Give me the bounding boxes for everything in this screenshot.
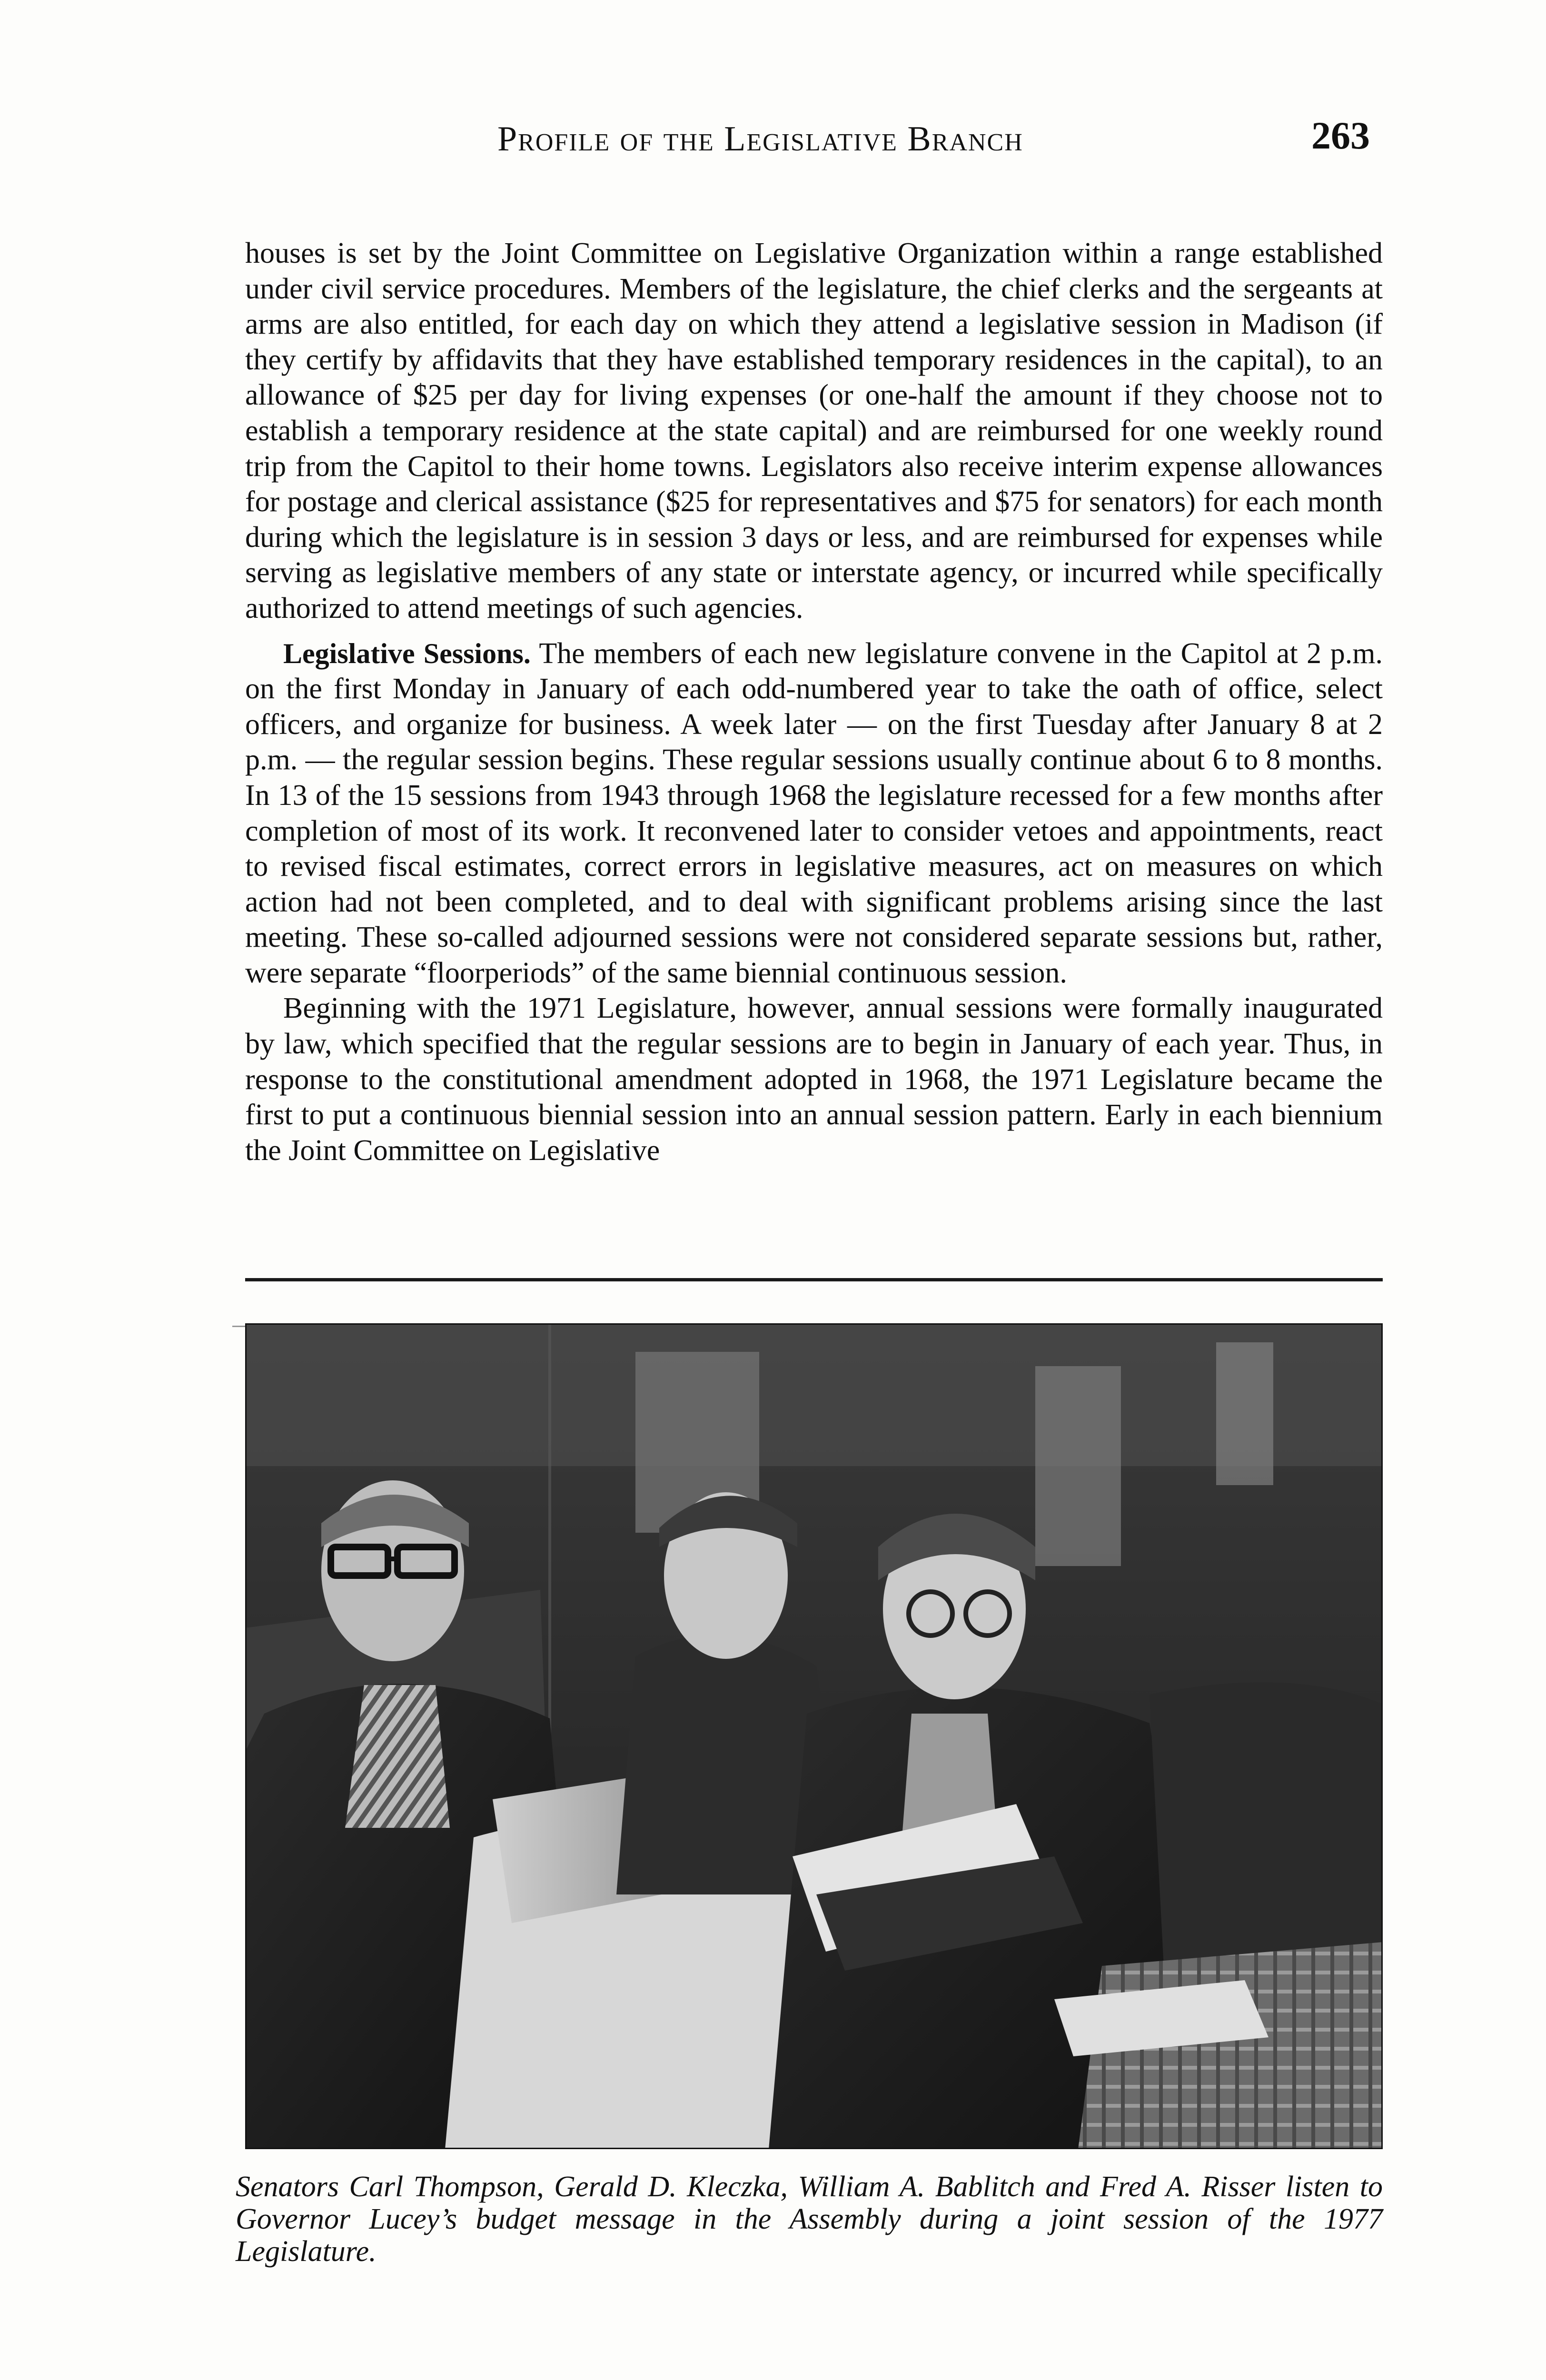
photo-illustration: [245, 1323, 1383, 2149]
page-number: 263: [1311, 114, 1370, 157]
senators-photograph: [245, 1323, 1383, 2149]
section-rule: [245, 1278, 1383, 1281]
photo-caption: Senators Carl Thompson, Gerald D. Kleczka, William A. Bablitch and Fred A. Risser listen to Governor Lucey’s budget message in the Assembly during a joint session of the 1977 Legislature.: [236, 2171, 1383, 2268]
paragraph-3: Beginning with the 1971 Legislature, however, annual sessions were formally inaugurated by law, which specified that the regular sessions are to begin in January of each year. Thus, in response to the constitutional amendment adopted in 1968, the 1971 Legislature became the first to put a continuous biennial session into an annual session pattern. Early in each biennium the Joint Committee on Legislative: [245, 992, 1383, 1167]
section-heading: Legislative Sessions.: [283, 637, 531, 669]
paragraph-1: houses is set by the Joint Committee on Legislative Organization within a range established under civil service procedures. Members of the legislature, the chief clerks and the sergeants at arms are also entitled, for each day on which they attend a legislative session in Madison (if they certify by affidavits that they have established temporary residences in the capital), to an allowance of $25 per day for living expenses (or one-half the amount if they choose not to establish a temporary residence at the state capital) and are reimbursed for one weekly round trip from the Capitol to their home towns. Legislators also receive interim expense allowances for postage and clerical assistance ($25 for representatives and $75 for senators) for each month during which the legislature is in session 3 days or less, and are reimbursed for expenses while serving as legislative members of any state or interstate agency, or incurred while specifically authorized to attend meetings of such agencies.: [245, 237, 1383, 625]
body-text: [245, 236, 1383, 1168]
paragraph-2: [245, 636, 1383, 991]
running-header: Profile of the Legislative Branch: [497, 119, 1023, 159]
paragraph-2-text: The members of each new legislature convene in the Capitol at 2 p.m. on the first Monday in January of each odd-numbered year to take the oath of office, select officers, and organize for business. A week later — on the first Tuesday after January 8 at 2 p.m. — the regular session begins. These regular sessions usually continue about 6 to 8 months. In 13 of the 15 sessions from 1943 through 1968 the legislature recessed for a few months after completion of most of its work. It reconvened later to consider vetoes and appointments, react to revised fiscal estimates, correct errors in legislative measures, act on measures on which action had not been completed, and to deal with significant problems arising since the last meeting. These so-called adjourned sessions were not considered separate sessions but, rather, were separate “floorperiods” of the same biennial continuous session.: [245, 637, 1383, 989]
